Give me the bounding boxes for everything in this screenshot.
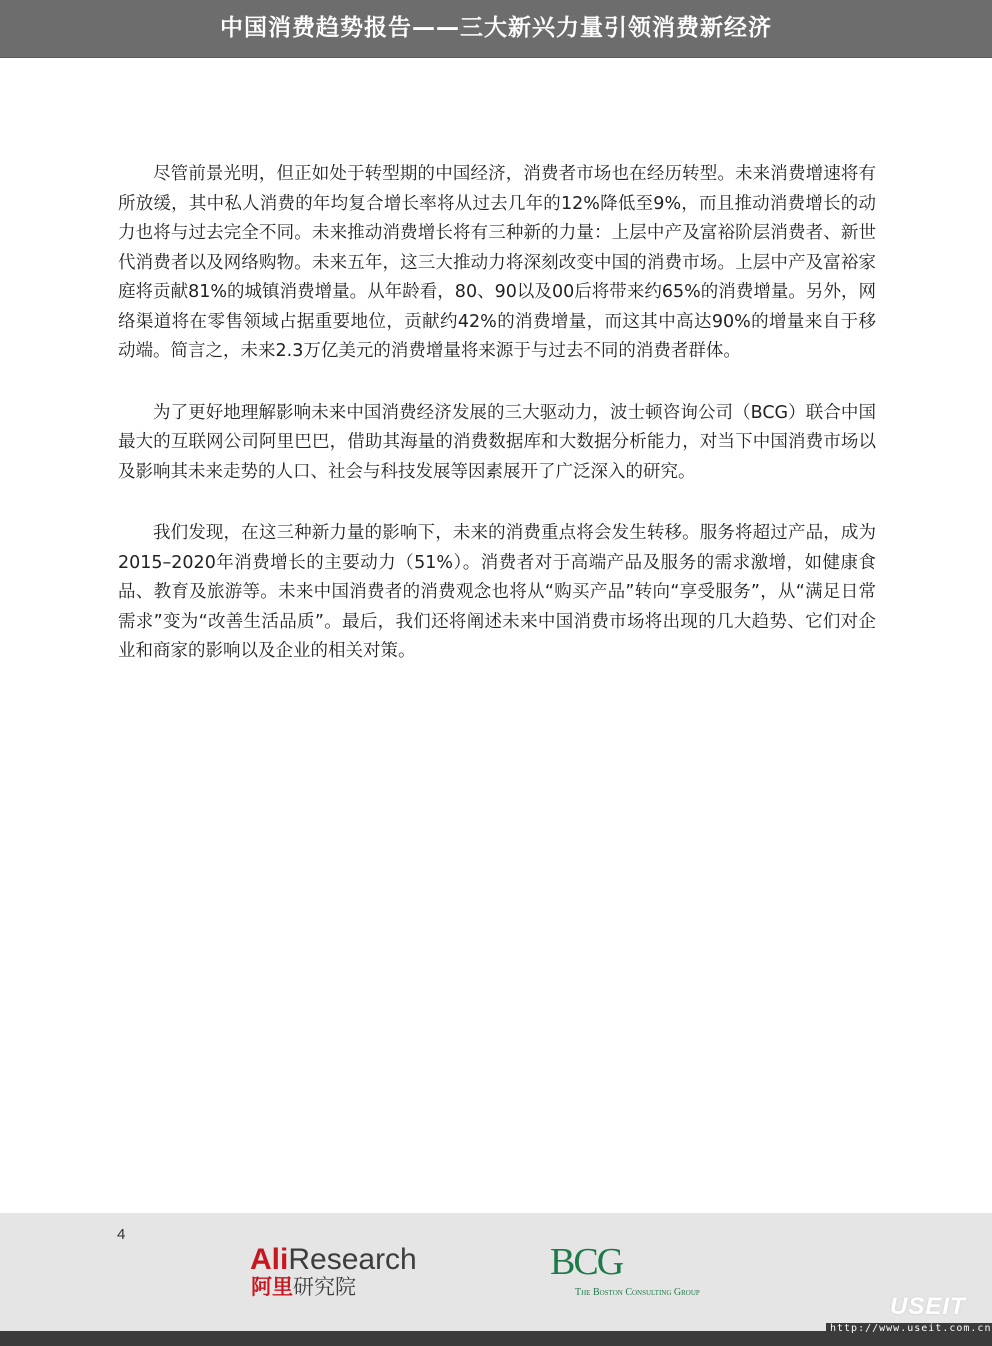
- bcg-mark: BCG: [550, 1241, 623, 1283]
- report-title: 中国消费趋势报告——三大新兴力量引领消费新经济: [220, 15, 772, 41]
- watermark-url: http://www.useit.com.cn: [826, 1323, 992, 1334]
- paragraph-1: 尽管前景光明，但正如处于转型期的中国经济，消费者市场也在经历转型。未来消费增速将有所放缓，其中私人消费的年均复合增长率将从过去几年的12%降低至9%，而且推动消费增长的动力也将与过去完全不同。未来推动消费增长将有三种新的力量：上层中产及富裕阶层消费者、新世代消费者以及网络购物。未来五年，这三大推动力将深刻改变中国的消费市场。上层中产及富裕家庭将贡献81%的城镇消费增量。从年龄看，80、90以及00后将带来约65%的消费增量。另外，网络渠道将在零售领域占据重要地位，贡献约42%的消费增量，而这其中高达90%的增量来自于移动端。简言之，未来2.3万亿美元的消费增量将来源于与过去不同的消费者群体。: [118, 164, 876, 361]
- main-content: [118, 160, 876, 699]
- aliresearch-sub-ali: 阿里: [251, 1275, 293, 1299]
- footer-band: [0, 1213, 992, 1331]
- aliresearch-brand-research: Research: [288, 1243, 417, 1276]
- aliresearch-wordmark: [250, 1243, 417, 1277]
- aliresearch-brand-ali: Ali: [250, 1243, 289, 1276]
- watermark-brand: USEIT: [890, 1293, 966, 1320]
- aliresearch-sub-institute: 研究院: [293, 1275, 356, 1299]
- page-number: 4: [117, 1226, 126, 1243]
- aliresearch-logo: [250, 1243, 450, 1303]
- header-bar: [0, 0, 992, 58]
- paragraph-2: 为了更好地理解影响未来中国消费经济发展的三大驱动力，波士顿咨询公司（BCG）联合中国最大的互联网公司阿里巴巴，借助其海量的消费数据库和大数据分析能力，对当下中国消费市场以及影响其未来走势的人口、社会与科技发展等因素展开了广泛深入的研究。: [118, 402, 876, 482]
- bcg-logo: [550, 1240, 720, 1300]
- aliresearch-chinese-name: [251, 1274, 356, 1300]
- bcg-subtitle: The Boston Consulting Group: [575, 1287, 700, 1298]
- paragraph-3: 我们发现，在这三种新力量的影响下，未来的消费重点将会发生转移。服务将超过产品，成为2015–2020年消费增长的主要动力（51%）。消费者对于高端产品及服务的需求激增，如健康食品、教育及旅游等。未来中国消费者的消费观念也将从“购买产品”转向“享受服务”，从“满足日常需求”变为“改善生活品质”。最后，我们还将阐述未来中国消费市场将出现的几大趋势、它们对企业和商家的影响以及企业的相关对策。: [118, 523, 876, 661]
